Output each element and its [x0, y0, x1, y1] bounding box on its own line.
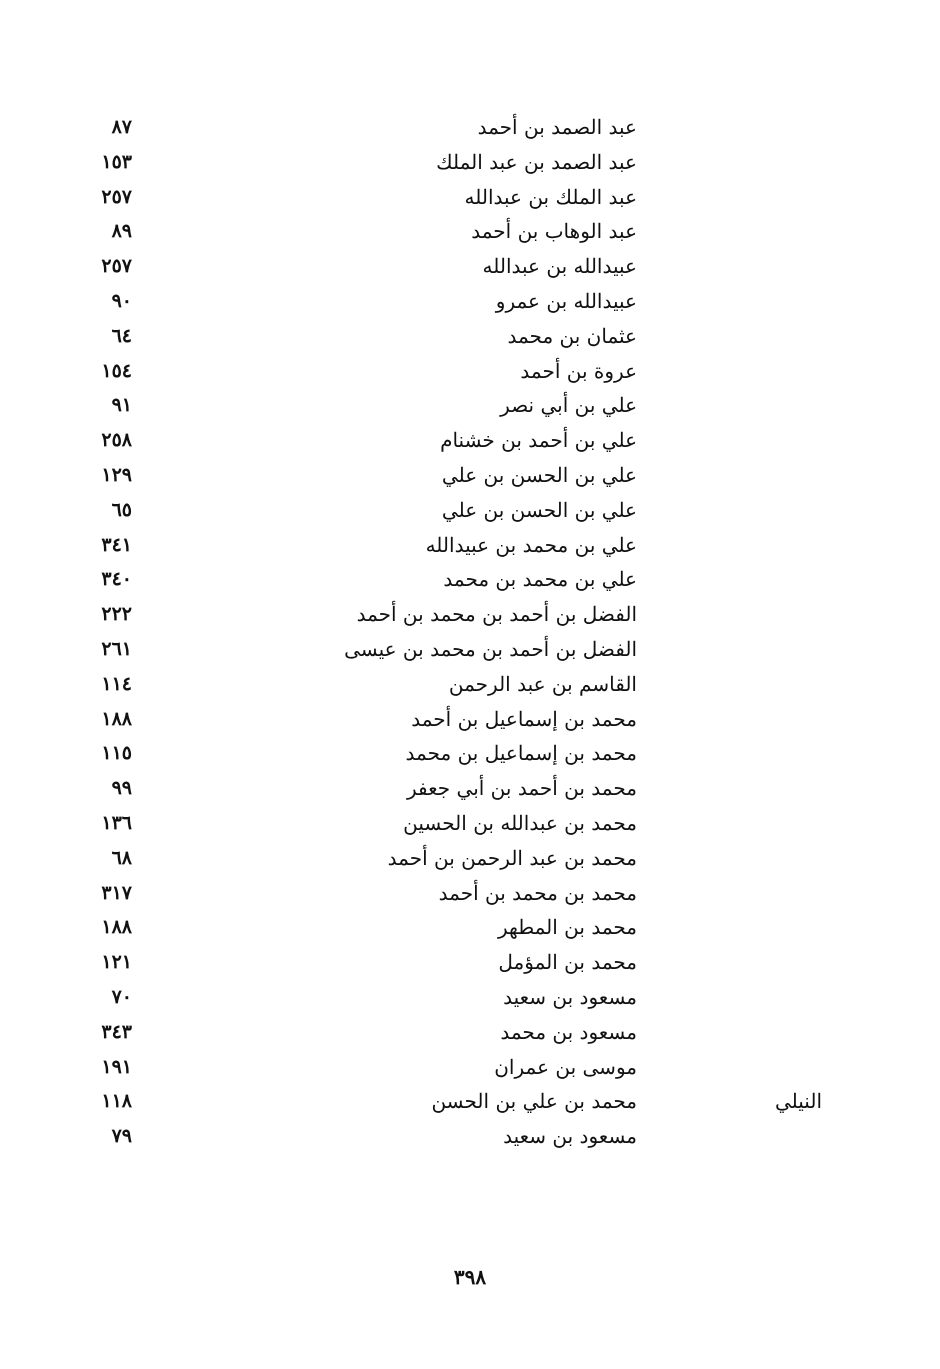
entry-page-number: ٣٤١ — [101, 533, 132, 556]
index-row — [0, 562, 940, 597]
entry-name: علي بن أحمد بن خشنام — [440, 428, 637, 453]
entry-page-number: ٩٠ — [111, 289, 132, 312]
entry-page-number: ٩٩ — [111, 777, 132, 800]
index-row — [0, 667, 940, 702]
entry-page-number: ٣٤٣ — [101, 1020, 132, 1043]
entry-page-number: ٢٥٨ — [101, 429, 132, 452]
index-row — [0, 1015, 940, 1050]
entry-page-number: ٧٩ — [111, 1125, 132, 1148]
index-row — [0, 841, 940, 876]
index-row — [0, 423, 940, 458]
entry-name: عبد الوهاب بن أحمد — [471, 219, 637, 244]
entry-page-number: ١٨٨ — [101, 707, 132, 730]
entry-page-number: ٣٤٠ — [101, 568, 132, 591]
index-row — [0, 249, 940, 284]
entry-page-number: ٢٥٧ — [101, 185, 132, 208]
index-row — [0, 771, 940, 806]
entry-name: علي بن الحسن بن علي — [441, 462, 637, 487]
index-row — [0, 945, 940, 980]
entry-page-number: ١٥٣ — [101, 150, 132, 173]
entry-name: الفضل بن أحمد بن محمد بن عيسى — [344, 636, 637, 661]
index-row — [0, 145, 940, 180]
entry-name: علي بن محمد بن عبيدالله — [425, 532, 637, 557]
entry-name: محمد بن عبد الرحمن بن أحمد — [387, 845, 637, 870]
index-row — [0, 458, 940, 493]
entry-page-number: ٨٧ — [111, 116, 132, 138]
entry-page-number: ٧٠ — [111, 985, 132, 1008]
index-row — [0, 980, 940, 1015]
entry-name: محمد بن عبدالله بن الحسين — [403, 810, 637, 835]
index-row — [0, 528, 940, 563]
entry-name: مسعود بن سعيد — [503, 1124, 637, 1149]
index-row — [0, 388, 940, 423]
index-row — [0, 284, 940, 319]
index-row — [0, 876, 940, 911]
index-row — [0, 910, 940, 945]
index-list — [0, 110, 940, 1154]
entry-name: عبد الملك بن عبدالله — [464, 184, 637, 209]
page-number: ٣٩٨ — [453, 1265, 487, 1289]
entry-page-number: ٦٥ — [111, 498, 132, 521]
entry-page-number: ١٨٨ — [101, 916, 132, 939]
entry-page-number: ١١٥ — [101, 742, 132, 765]
entry-name: علي بن محمد بن محمد — [443, 567, 637, 592]
index-row — [0, 110, 940, 145]
entry-page-number: ٣١٧ — [101, 881, 132, 904]
entry-page-number: ١٢١ — [101, 951, 132, 974]
entry-page-number: ١١٤ — [101, 672, 132, 695]
entry-name: محمد بن محمد بن أحمد — [438, 880, 637, 905]
entry-name: محمد بن علي بن الحسن — [431, 1089, 637, 1114]
index-row — [0, 1050, 940, 1085]
index-row — [0, 597, 940, 632]
entry-name: عبد الصمد بن عبد الملك — [436, 149, 637, 174]
entry-page-number: ٢٥٧ — [101, 255, 132, 278]
entry-name: محمد بن إسماعيل بن محمد — [405, 741, 637, 766]
entry-name: عبيدالله بن عمرو — [495, 288, 637, 313]
entry-page-number: ٢٦١ — [101, 637, 132, 660]
entry-name: محمد بن المطهر — [497, 915, 637, 940]
entry-page-number: ١٩١ — [101, 1055, 132, 1078]
entry-name: محمد بن إسماعيل بن أحمد — [411, 706, 637, 731]
entry-page-number: ٨٩ — [111, 220, 132, 243]
entry-page-number: ٩١ — [111, 394, 132, 417]
entry-page-number: ١٥٤ — [101, 359, 132, 382]
index-row — [0, 493, 940, 528]
entry-name: محمد بن المؤمل — [498, 950, 637, 975]
index-row — [0, 806, 940, 841]
entry-page-number: ١٢٩ — [101, 463, 132, 486]
entry-nisba-heading: النيلي — [774, 1089, 822, 1114]
entry-name: مسعود بن محمد — [500, 1019, 637, 1044]
index-row — [0, 736, 940, 771]
index-row — [0, 180, 940, 215]
entry-name: عبيدالله بن عبدالله — [482, 254, 637, 279]
entry-name: موسى بن عمران — [494, 1054, 637, 1079]
entry-name: عبد الصمد بن أحمد — [477, 115, 637, 139]
index-row — [0, 1119, 940, 1154]
entry-name: عروة بن أحمد — [520, 358, 637, 383]
entry-name: علي بن أبي نصر — [500, 393, 637, 418]
index-row — [0, 632, 940, 667]
entry-page-number: ١٣٦ — [101, 811, 132, 834]
entry-name: القاسم بن عبد الرحمن — [448, 671, 637, 696]
index-row — [0, 319, 940, 354]
index-row — [0, 1084, 940, 1119]
index-row — [0, 214, 940, 249]
entry-name: مسعود بن سعيد — [503, 984, 637, 1009]
entry-name: علي بن الحسن بن علي — [441, 497, 637, 522]
entry-page-number: ٢٢٢ — [101, 603, 132, 626]
entry-page-number: ١١٨ — [101, 1090, 132, 1113]
entry-name: الفضل بن أحمد بن محمد بن أحمد — [356, 602, 637, 627]
entry-page-number: ٦٤ — [111, 324, 132, 347]
entry-page-number: ٦٨ — [111, 846, 132, 869]
index-row — [0, 702, 940, 737]
entry-name: عثمان بن محمد — [507, 323, 637, 348]
entry-name: محمد بن أحمد بن أبي جعفر — [407, 776, 637, 801]
index-row — [0, 354, 940, 389]
